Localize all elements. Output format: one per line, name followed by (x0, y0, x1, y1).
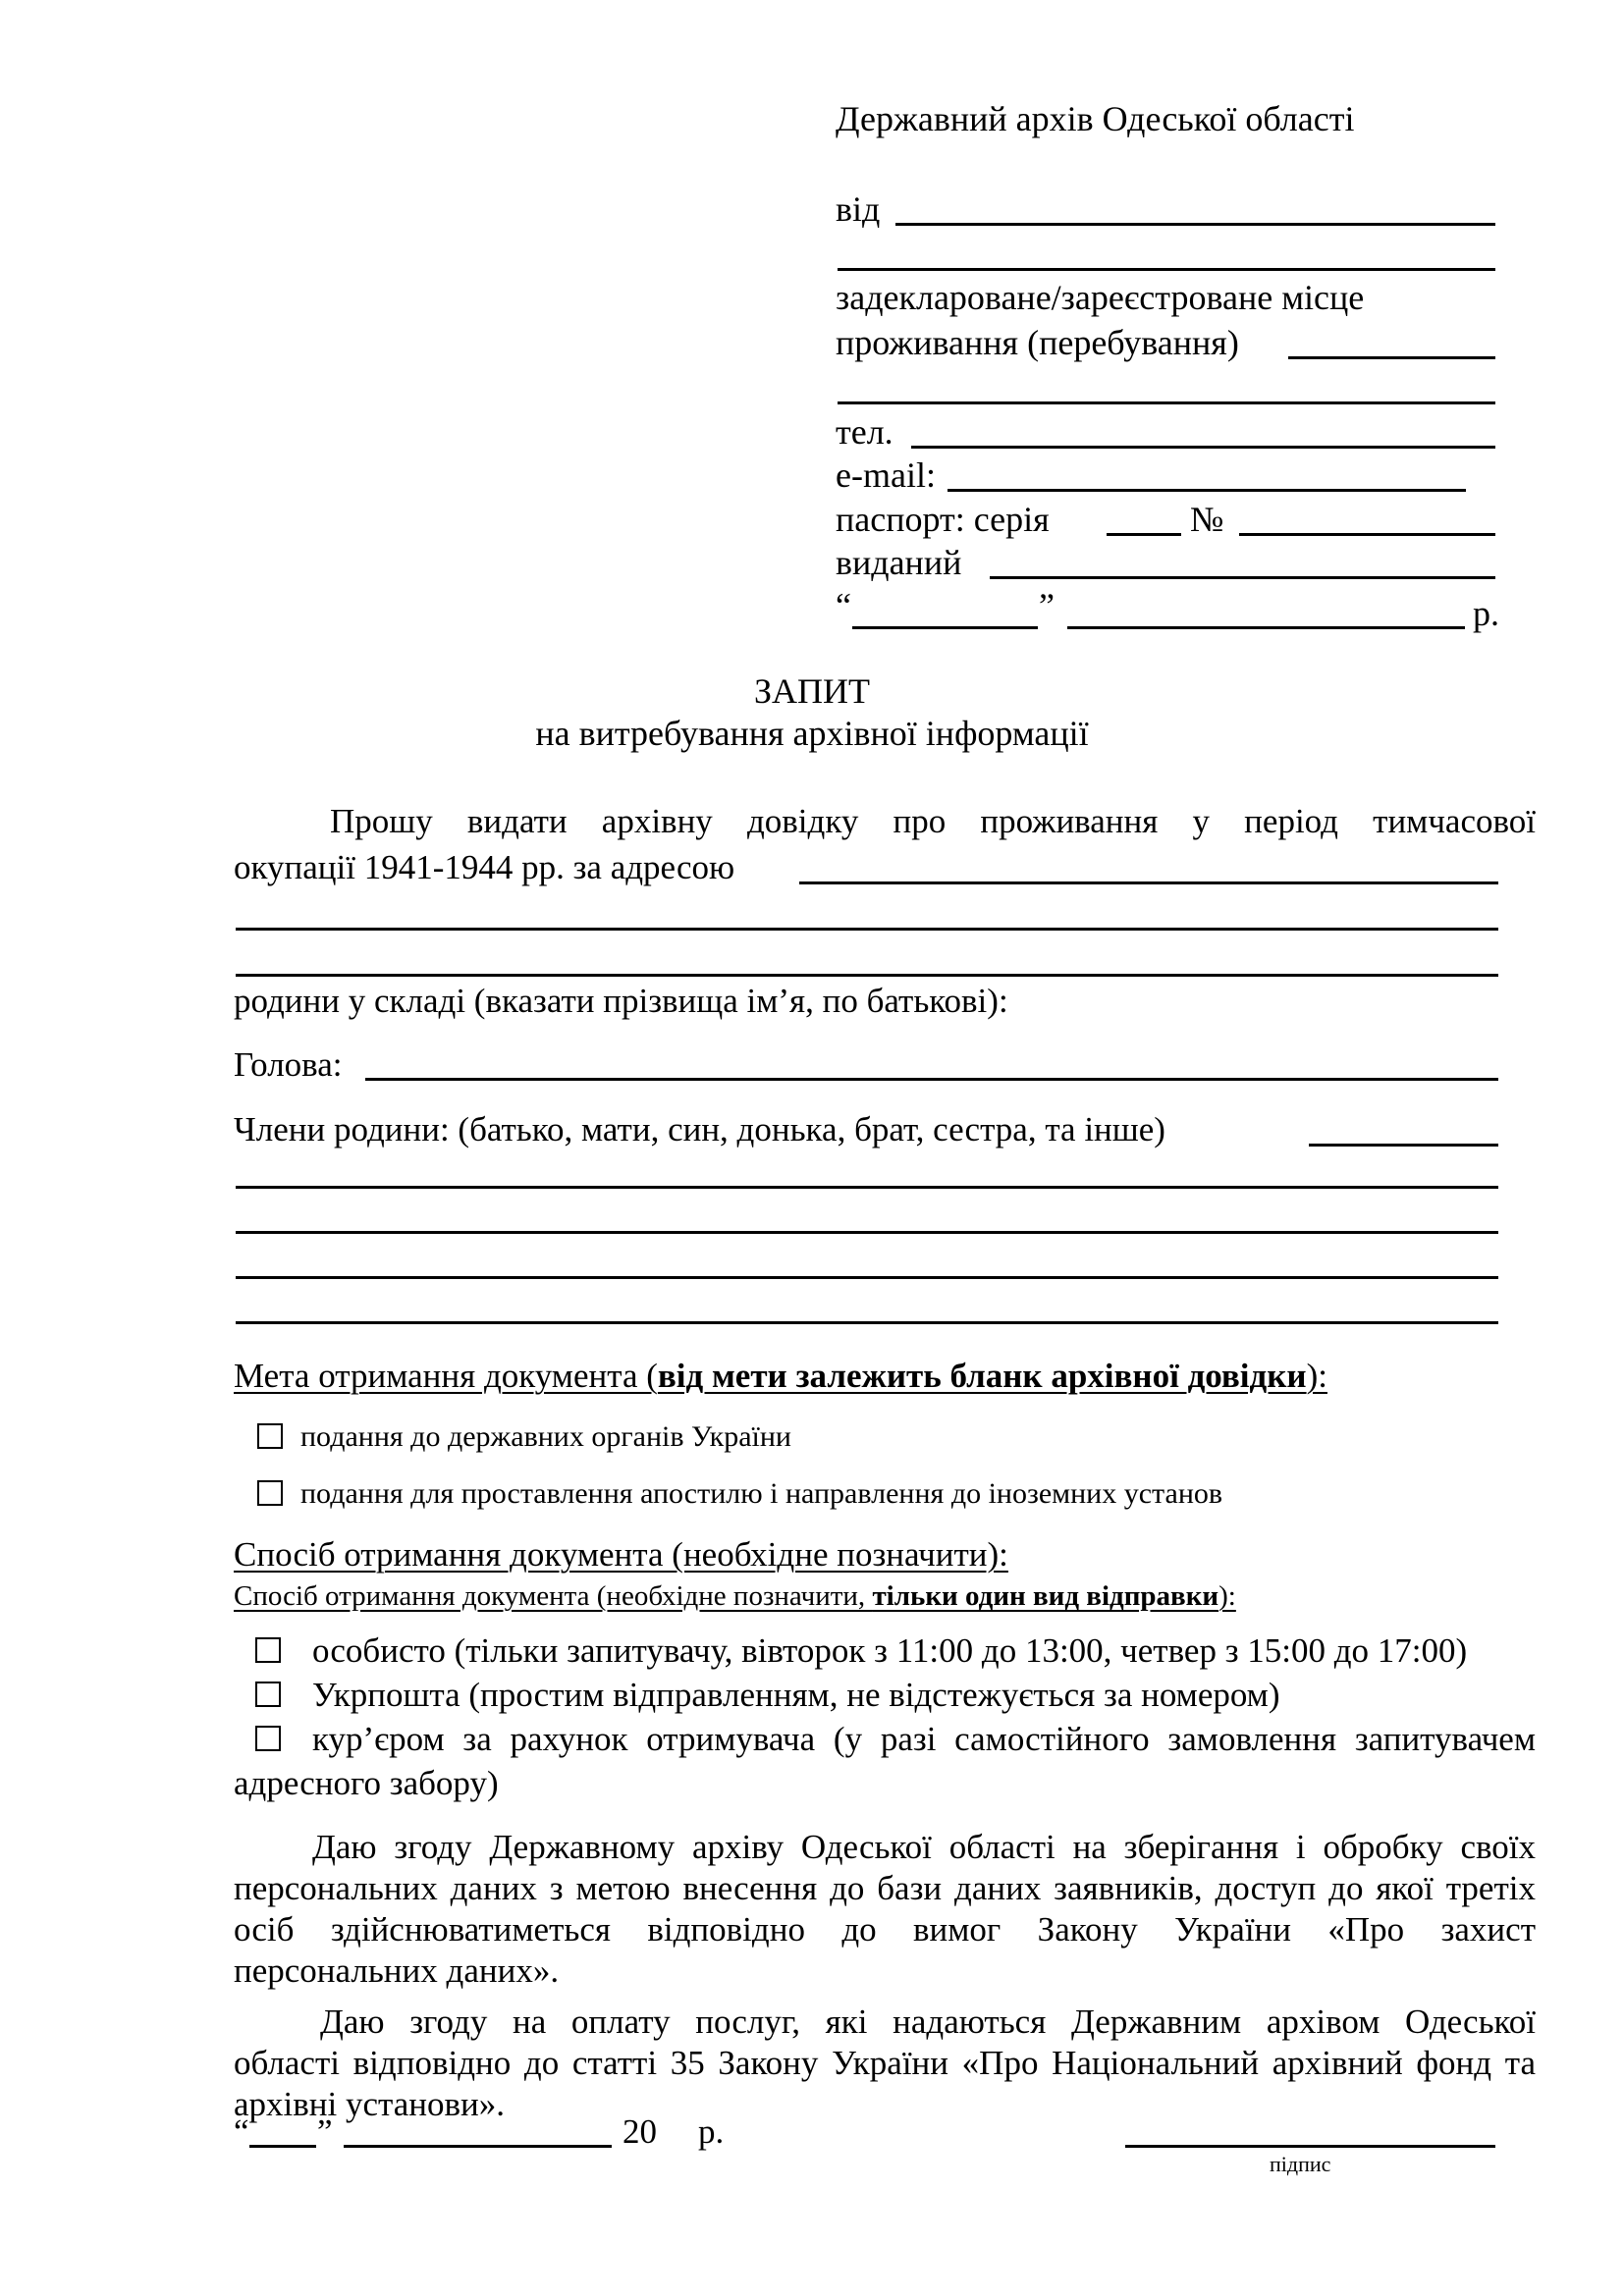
delivery-heading: Спосіб отримання документа (необхідне позначити): (234, 1535, 1008, 1574)
consent-1-line-3: осіб здійснюватиметься відповідно до вимог Закону України «Про захист (234, 1910, 1536, 1949)
consent-1-line-1: Даю згоду Державному архіву Одеської області на зберігання і обробку своїх (312, 1828, 1536, 1866)
delivery-subheading: Спосіб отримання документа (необхідне позначити, тільки один вид відправки): (234, 1580, 1236, 1612)
document-title: ЗАПИТ (753, 671, 871, 711)
phone-label: тел. (836, 412, 893, 452)
consent-2-line-2: області відповідно до статті 35 Закону України «Про Національний архівний фонд та (234, 2044, 1536, 2082)
footer-day-line[interactable] (249, 2145, 316, 2148)
members-field-line[interactable] (1309, 1144, 1498, 1147)
members-field-line-4[interactable] (236, 1276, 1498, 1279)
request-line-1: Прошу видати архівну довідку про проживання у період тимчасової (330, 802, 1536, 840)
footer-quote-open: “ (234, 2112, 249, 2151)
from-field-line[interactable] (895, 223, 1495, 226)
passport-number-sign: № (1190, 500, 1224, 539)
delivery-option-courier-label: кур’єром за рахунок отримувача (у разі самостійного замовлення запитувачем (312, 1720, 1536, 1758)
email-field-line[interactable] (947, 489, 1466, 492)
purpose-option-2-label: подання для проставлення апостилю і направлення до іноземних установ (300, 1477, 1223, 1510)
signature-line[interactable] (1125, 2145, 1495, 2148)
footer-month-line[interactable] (344, 2145, 612, 2148)
footer-year-prefix: 20 (623, 2112, 657, 2151)
family-label: родини у складі (вказати прізвища ім’я, по батькові): (234, 982, 1008, 1020)
issued-label: виданий (836, 543, 962, 582)
members-field-line-5[interactable] (236, 1321, 1498, 1324)
passport-series-line[interactable] (1107, 533, 1181, 536)
address-request-line[interactable] (799, 881, 1498, 884)
purpose-option-1-label: подання до державних органів України (300, 1420, 791, 1453)
phone-field-line[interactable] (911, 446, 1495, 449)
delivery-option-ukrposhta-checkbox[interactable] (255, 1682, 281, 1707)
delivery-option-ukrposhta-label: Укрпошта (простим відправленням, не відстежується за номером) (312, 1676, 1280, 1714)
request-line-2: окупації 1941-1944 рр. за адресою (234, 848, 735, 886)
consent-2-line-3: архівні установи». (234, 2085, 506, 2123)
signature-label: підпис (1270, 2152, 1331, 2176)
members-field-line-3[interactable] (236, 1231, 1498, 1234)
address-field-line-2[interactable] (838, 401, 1495, 404)
purpose-option-1-checkbox[interactable] (257, 1423, 283, 1449)
date-quote-open: “ (836, 586, 851, 625)
date-quote-close: ” (1039, 586, 1055, 625)
delivery-option-courier-checkbox[interactable] (255, 1726, 281, 1751)
consent-1-line-2: персональних даних з метою внесення до бази даних заявників, доступ до якої третіх (234, 1869, 1536, 1907)
footer-year-suffix: р. (698, 2112, 725, 2151)
issued-day-line[interactable] (852, 626, 1038, 629)
members-label: Члени родини: (батько, мати, син, донька, брат, сестра, та інше) (234, 1110, 1165, 1148)
address-request-line-3[interactable] (236, 974, 1498, 977)
consent-1-line-4: персональних даних». (234, 1951, 560, 1990)
address-label-1: задекларованe/зареєстроване місце (836, 278, 1365, 317)
address-label-2: проживання (перебування) (836, 323, 1239, 362)
delivery-option-personal-checkbox[interactable] (255, 1637, 281, 1663)
email-label: e-mail: (836, 455, 936, 495)
archive-name: Державний архів Одеської області (836, 99, 1355, 138)
purpose-heading: Мета отримання документа (від мети залежить бланк архівної довідки): (234, 1357, 1327, 1395)
purpose-heading-emphasis: від мети залежить бланк архівної довідки (657, 1357, 1307, 1395)
purpose-option-2-checkbox[interactable] (257, 1480, 283, 1506)
head-label: Голова: (234, 1045, 343, 1084)
footer-quote-close: ” (317, 2112, 333, 2151)
from-label: від (836, 189, 881, 229)
issued-month-year-line[interactable] (1067, 626, 1465, 629)
delivery-option-personal-label: особисто (тільки запитувачу, вівторок з 11:00 до 13:00, четвер з 15:00 до 17:00) (312, 1631, 1468, 1670)
delivery-subheading-emphasis: тільки один вид відправки (872, 1580, 1219, 1612)
year-suffix: р. (1473, 594, 1499, 633)
address-field-line[interactable] (1288, 356, 1495, 359)
passport-number-line[interactable] (1239, 533, 1495, 536)
members-field-line-2[interactable] (236, 1186, 1498, 1189)
consent-2-line-1: Даю згоду на оплату послуг, які надаються Державним архівом Одеської (320, 2002, 1536, 2041)
address-request-line-2[interactable] (236, 928, 1498, 931)
issued-field-line[interactable] (990, 576, 1495, 579)
head-field-line[interactable] (365, 1078, 1498, 1081)
delivery-option-courier-cont: адресного забору) (234, 1764, 499, 1802)
document-subtitle: на витребування архівної інформації (535, 714, 1089, 753)
passport-label: паспорт: серія (836, 500, 1050, 539)
from-field-line-2[interactable] (838, 268, 1495, 271)
